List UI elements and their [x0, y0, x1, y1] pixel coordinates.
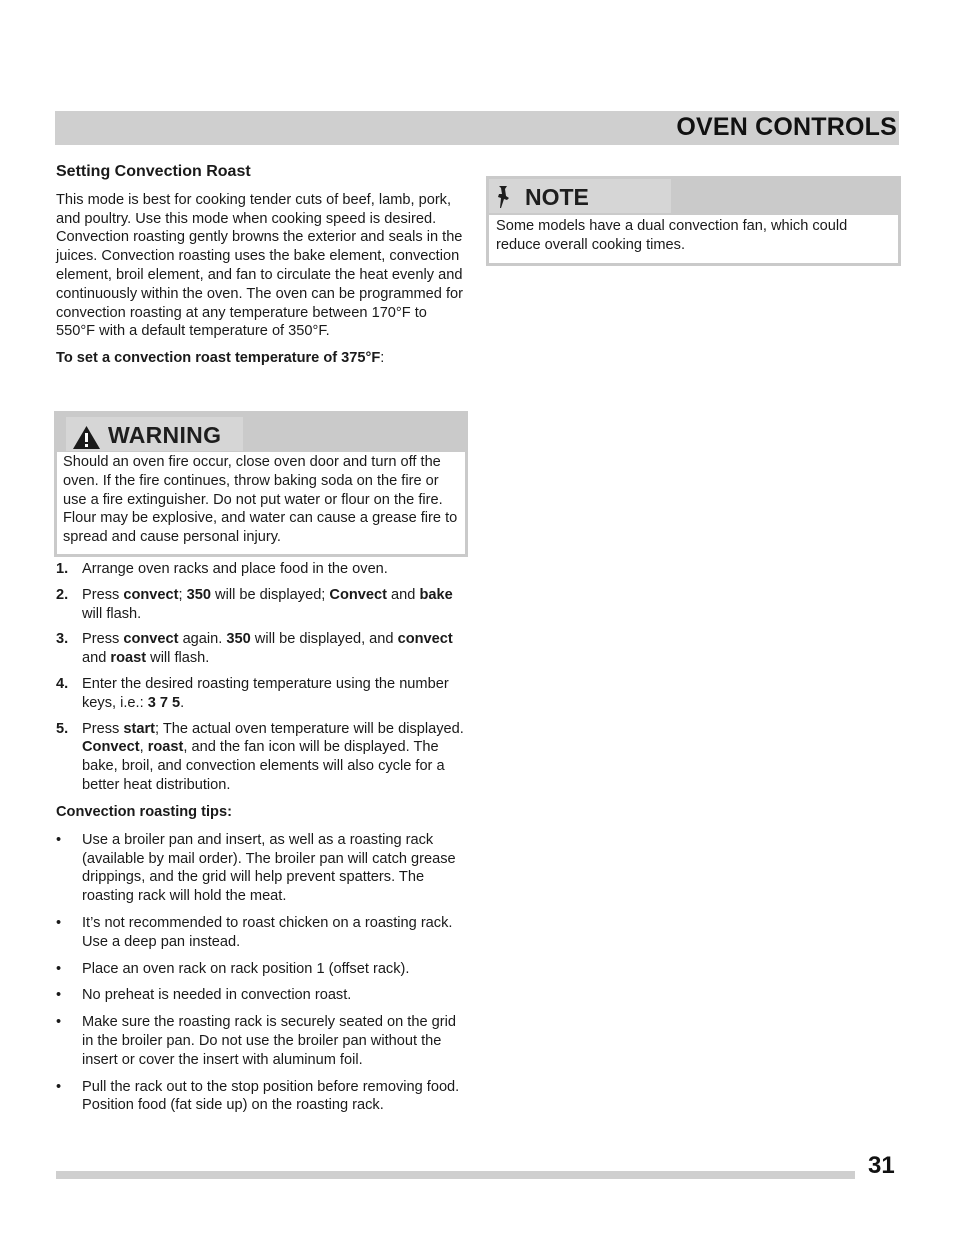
tip-text: Make sure the roasting rack is securely seated on the grid in the broiler pan. Do not use the broiler pan without the insert or cover the insert with aluminum foil. [82, 1014, 456, 1068]
step-item [56, 720, 466, 795]
tip-text: Pull the rack out to the stop position before removing food. Position food (fat side up) on the roasting rack. [82, 1078, 460, 1114]
step-number: 3. [56, 631, 69, 648]
step-keyword: convect [397, 631, 453, 648]
section-heading: Setting Convection Roast [56, 163, 251, 180]
bullet: • [56, 1014, 62, 1031]
step-keyword: start [123, 720, 155, 737]
page-title: OVEN CONTROLS [676, 113, 897, 141]
tip-item [56, 986, 466, 1005]
step-item [56, 560, 466, 579]
step-text: Press [82, 631, 124, 648]
step-item [56, 586, 466, 624]
step-keyword: roast [147, 739, 184, 756]
step-text: and [387, 586, 420, 603]
page-number: 31 [868, 1152, 895, 1179]
lead-text: To set a convection roast temperature of 375°F [56, 350, 381, 367]
step-number: 5. [56, 720, 69, 737]
tips-section [56, 803, 466, 1123]
tip-text: No preheat is needed in convection roast. [82, 987, 352, 1004]
step-text: ; [178, 586, 187, 603]
warning-text: Should an oven fire occur, close oven door and turn off the oven. If the fire continues, throw baking soda on the fire or use a fire extinguisher. Do not put water or flour on the fire. Flour may be explosive, and water can cause a grease fire to spread and cause personal injury. [57, 452, 465, 554]
step-keyword: 350 [226, 631, 251, 648]
bullet: • [56, 987, 62, 1004]
steps-list [56, 560, 466, 802]
step-text: and [82, 650, 111, 667]
tip-text: Use a broiler pan and insert, as well as a roasting rack (available by mail order). The broiler pan will catch grease drippings, and the grid will help prevent spatters. The roasting rack will hold the meat. [82, 831, 456, 905]
step-keyword: bake [419, 586, 453, 603]
tips-heading: Convection roasting tips: [56, 804, 232, 820]
bullet: • [56, 914, 62, 931]
bullet: • [56, 1078, 62, 1095]
step-item [56, 630, 466, 668]
tip-item [56, 914, 466, 952]
tip-item [56, 1013, 466, 1069]
step-keyword: roast [110, 650, 147, 667]
left-column [56, 163, 466, 368]
note-tab [489, 179, 671, 213]
note-text: Some models have a dual convection fan, which could reduce overall cooking times. [489, 215, 898, 263]
step-number: 1. [56, 561, 69, 577]
tip-text: Place an oven rack on rack position 1 (offset rack). [82, 960, 410, 977]
bullet: • [56, 960, 62, 977]
step-text: , [139, 739, 148, 756]
step-text: Press [82, 720, 124, 737]
step-text: Press [82, 586, 124, 603]
step-item [56, 675, 466, 713]
step-text: will flash. [82, 605, 142, 622]
step-text: will flash. [146, 650, 210, 667]
step-text: will be displayed; [210, 586, 330, 603]
step-text: . [180, 694, 185, 711]
step-keyword: 3 7 5 [147, 694, 181, 711]
warning-label: WARNING [108, 422, 222, 448]
lead-suffix: : [380, 350, 385, 367]
step-keyword: convect [123, 631, 179, 648]
step-text: ; The actual oven temperature will be displayed. [155, 720, 464, 737]
tip-item [56, 831, 466, 906]
note-box [486, 176, 901, 266]
step-keyword: Convect [329, 586, 387, 603]
warning-tab [66, 417, 243, 451]
push-pin-icon [494, 184, 516, 210]
intro-paragraph: This mode is best for cooking tender cuts of beef, lamb, pork, and poultry. Use this mode when cooking speed is desired. Convection roasting gently browns the exterior and seals in the juices. Convection roasting uses the bake element, convection element, broil element, and fan to circulate the heat evenly and continuously within the oven. The oven can be programmed for convection roasting at any temperature between 170°F to 550°F with a default temperature of 350°F. [56, 191, 463, 340]
step-keyword: convect [123, 586, 179, 603]
step-text: will be displayed, and [250, 631, 398, 648]
tip-item [56, 960, 466, 979]
step-text: again. [178, 631, 227, 648]
header-bar [55, 111, 899, 145]
step-text: , and the fan icon will be displayed. The bake, broil, and convection elements will also cycle for a better heat distribution. [82, 739, 445, 793]
warning-box [54, 411, 468, 557]
tip-item [56, 1078, 466, 1116]
step-text: Enter the desired roasting temperature using the number keys, i.e.: [82, 675, 449, 711]
step-number: 2. [56, 586, 69, 603]
footer-bar [56, 1171, 855, 1179]
lead-line [56, 349, 466, 368]
step-number: 4. [56, 675, 69, 692]
step-keyword: Convect [82, 739, 140, 756]
step-keyword: 350 [186, 586, 211, 603]
step-text: Arrange oven racks and place food in the oven. [82, 561, 388, 577]
tip-text: It’s not recommended to roast chicken on a roasting rack. Use a deep pan instead. [82, 914, 453, 950]
bullet: • [56, 831, 62, 848]
warning-triangle-icon [72, 425, 101, 450]
note-label: NOTE [525, 184, 589, 210]
